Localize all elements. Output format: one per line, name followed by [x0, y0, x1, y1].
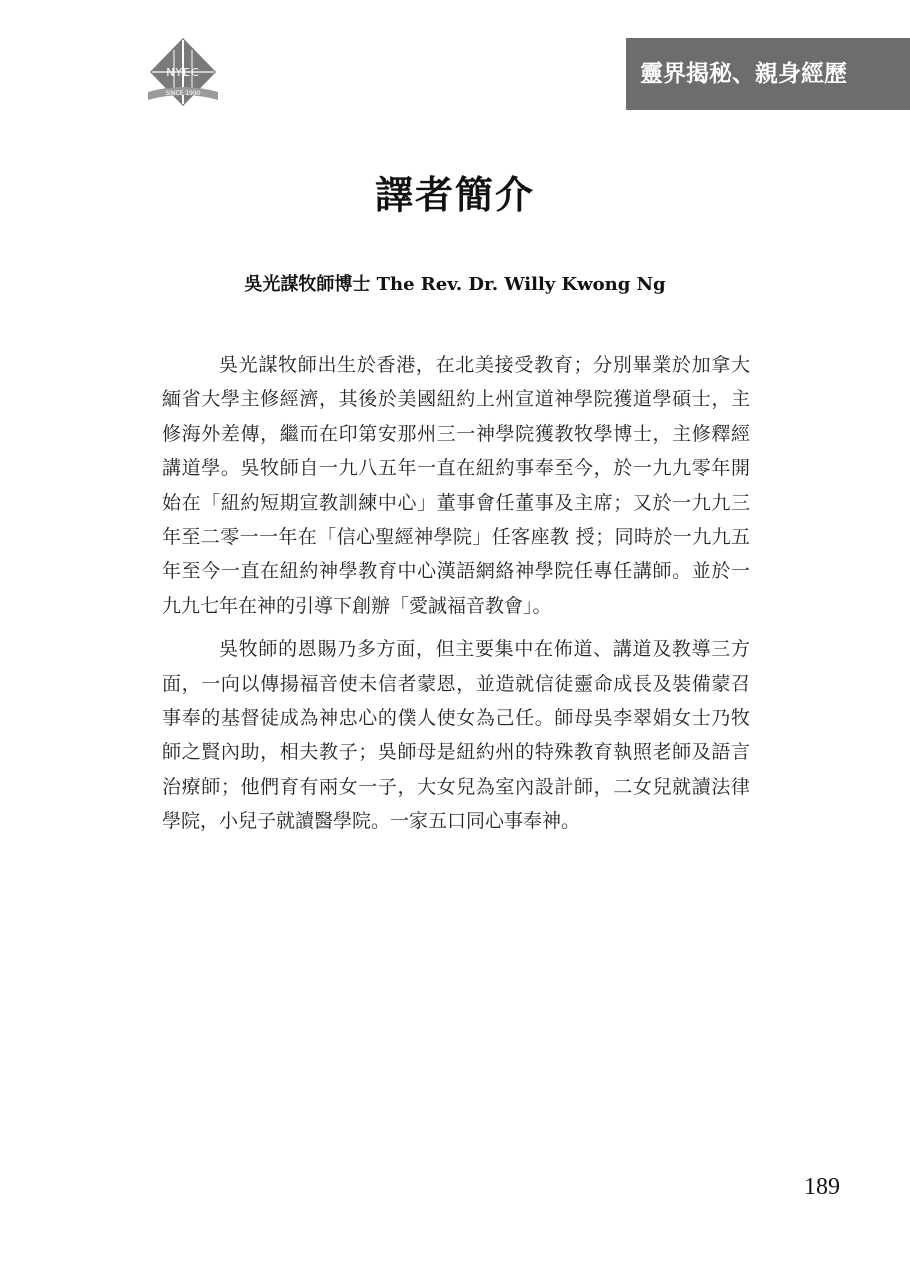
page-number: 189	[804, 1174, 840, 1200]
paragraph-2: 吳牧師的恩賜乃多方面，但主要集中在佈道、講道及教導三方面，一向以傳揚福音使未信者蒙恩，並造就信徒靈命成長及裝備蒙召事奉的基督徒成為神忠心的僕人使女為己任。師母吳李翠娟女士乃牧師之賢內助，相夫教子；吳師母是紐約州的特殊教育執照老師及語言治療師；他們育有兩女一子，大女兒為室內設計師，二女兒就讀法律學院，小兒子就讀醫學院。一家五口同心事奉神。	[162, 638, 750, 833]
body-text	[162, 348, 750, 848]
logo-since: SINCE 1990	[165, 90, 201, 97]
logo-letters: NYEC	[166, 66, 200, 79]
section-header-tab: 靈界揭秘、親身經歷	[626, 38, 910, 110]
page-title: 譯者簡介	[374, 173, 535, 217]
translator-name: 吳光謀牧師博士 The Rev. Dr. Willy Kwong Ng	[244, 274, 666, 295]
nyec-logo	[138, 36, 228, 108]
paragraph-1: 吳光謀牧師出生於香港，在北美接受教育；分別畢業於加拿大緬省大學主修經濟，其後於美國紐約上州宣道神學院獲道學碩士，主修海外差傳，繼而在印第安那州三一神學院獲教牧學博士，主修釋經講道學。吳牧師自一九八五年一直在紐約事奉至今，於一九九零年開始在「紐約短期宣教訓練中心」董事會任董事及主席；又於一九九三年至二零一一年在「信心聖經神學院」任客座教 授；同時於一九九五年至今一直在紐約神學教育中心漢語網絡神學院任專任講師。並於一九九七年在神的引導下創辦「愛誠福音教會」。	[162, 354, 750, 617]
